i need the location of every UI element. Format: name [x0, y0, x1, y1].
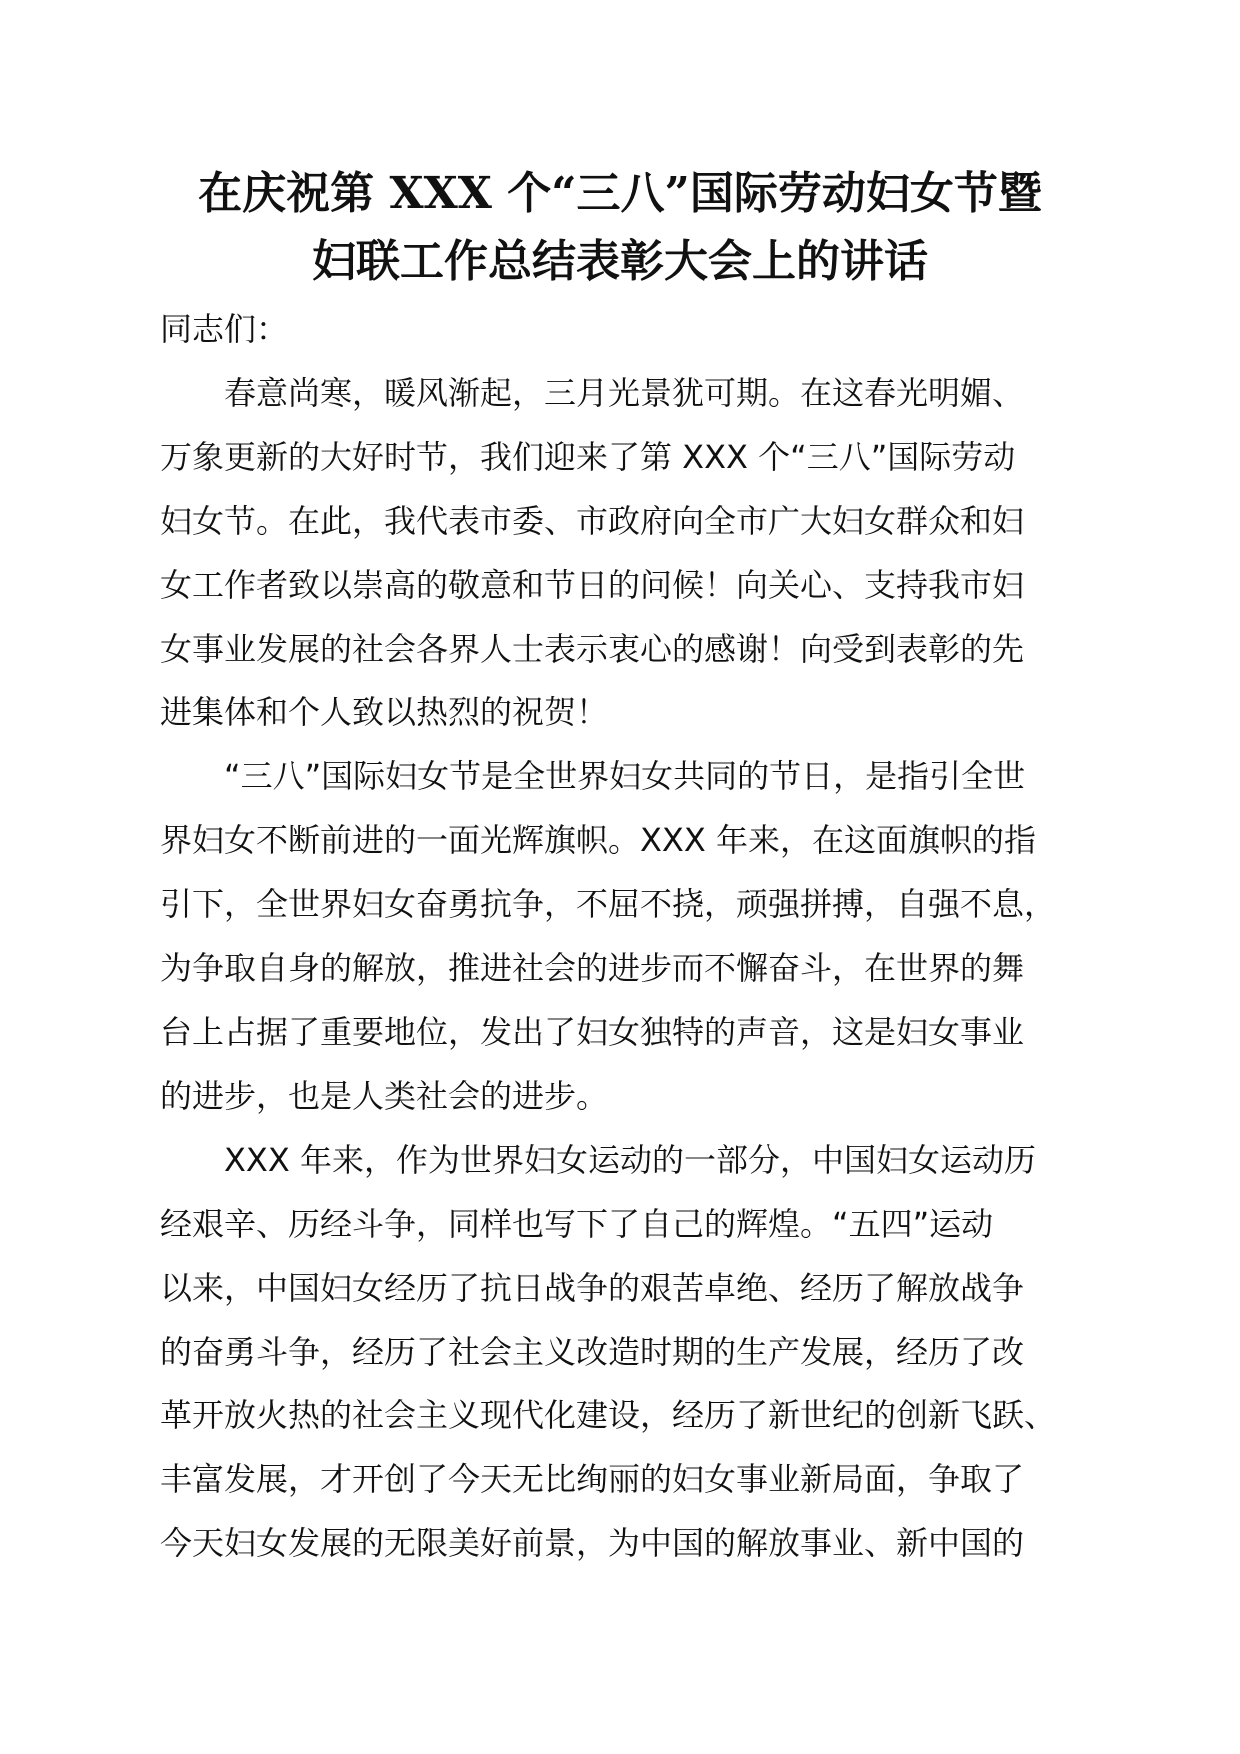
paragraph-line: 女事业发展的社会各界人士表示衷心的感谢！向受到表彰的先	[160, 629, 1025, 668]
paragraph-line: XXX 年来，作为世界妇女运动的一部分，中国妇女运动历	[224, 1140, 1036, 1179]
paragraph-line: 经艰辛、历经斗争，同样也写下了自己的辉煌。“五四”运动	[160, 1204, 994, 1243]
paragraph-line: 女工作者致以崇高的敬意和节日的问候！向关心、支持我市妇	[160, 565, 1025, 604]
paragraph-1	[160, 362, 1095, 745]
paragraph-line: 丰富发展，才开创了今天无比绚丽的妇女事业新局面，争取了	[160, 1460, 1025, 1499]
paragraph-line: 今天妇女发展的无限美好前景，为中国的解放事业、新中国的	[160, 1524, 1025, 1563]
paragraph-line: “三八”国际妇女节是全世界妇女共同的节日，是指引全世	[224, 757, 1026, 796]
paragraph-line: 革开放火热的社会主义现代化建设，经历了新世纪的创新飞跃、	[160, 1396, 1057, 1435]
paragraph-line: 引下，全世界妇女奋勇抗争，不屈不挠，顽强拼搏，自强不息，	[160, 885, 1057, 924]
paragraph-line: 妇女节。在此，我代表市委、市政府向全市广大妇女群众和妇	[160, 501, 1025, 540]
paragraph-line: 界妇女不断前进的一面光辉旗帜。XXX 年来，在这面旗帜的指	[160, 821, 1036, 860]
salutation-text: 同志们：	[160, 310, 289, 348]
salutation	[160, 298, 1095, 362]
document-body	[160, 298, 1095, 1576]
paragraph-3	[160, 1129, 1095, 1576]
paragraph-line: 以来，中国妇女经历了抗日战争的艰苦卓绝、经历了解放战争	[160, 1268, 1025, 1307]
paragraph-2	[160, 745, 1095, 1128]
paragraph-line: 万象更新的大好时节，我们迎来了第 XXX 个“三八”国际劳动	[160, 437, 1016, 476]
paragraph-line: 为争取自身的解放，推进社会的进步而不懈奋斗，在世界的舞	[160, 949, 1025, 988]
paragraph-line: 进集体和个人致以热烈的祝贺！	[160, 693, 609, 732]
paragraph-line: 春意尚寒，暖风渐起，三月光景犹可期。在这春光明媚、	[224, 373, 1025, 412]
title-line-2: 妇联工作总结表彰大会上的讲话	[312, 236, 928, 287]
title-line-1: 在庆祝第 XXX 个“三八”国际劳动妇女节暨	[198, 168, 1042, 219]
paragraph-line: 的奋勇斗争，经历了社会主义改造时期的生产发展，经历了改	[160, 1332, 1025, 1371]
paragraph-line: 台上占据了重要地位，发出了妇女独特的声音，这是妇女事业	[160, 1012, 1025, 1051]
document-title	[150, 160, 1090, 296]
paragraph-line: 的进步，也是人类社会的进步。	[160, 1076, 609, 1115]
